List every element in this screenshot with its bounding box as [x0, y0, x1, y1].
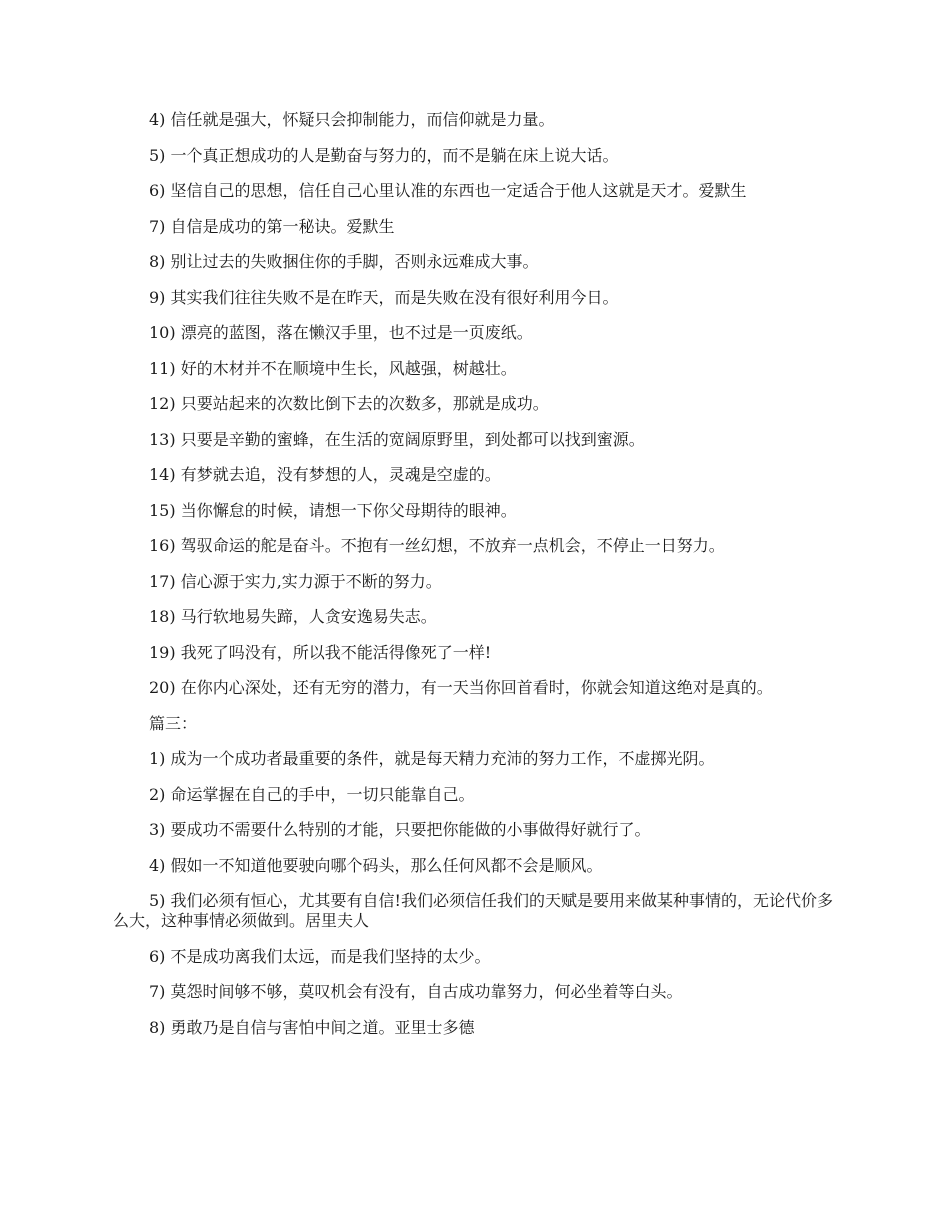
- paragraph: 16) 驾驭命运的舵是奋斗。不抱有一丝幻想，不放弃一点机会，不停止一日努力。: [149, 536, 725, 555]
- paragraph: 2) 命运掌握在自己的手中，一切只能靠自己。: [149, 784, 475, 804]
- paragraph: 5) 我们必须有恒心，尤其要有自信!我们必须信任我们的天赋是要用来做某种事情的，无论代价多么大，这种事情必须做到。居里夫人: [113, 891, 833, 930]
- paragraph: 7) 莫怨时间够不够，莫叹机会有没有，自古成功靠努力，何必坐着等白头。: [149, 982, 683, 1001]
- paragraph: 9) 其实我们往往失败不是在昨天，而是失败在没有很好利用今日。: [149, 287, 619, 307]
- paragraph: 8) 勇敢乃是自信与害怕中间之道。亚里士多德: [149, 1017, 475, 1037]
- paragraph: 8) 别让过去的失败捆住你的手脚，否则永远难成大事。: [149, 252, 539, 271]
- paragraph: 6) 坚信自己的思想，信任自己心里认准的东西也一定适合于他人这就是天才。爱默生: [149, 181, 747, 200]
- paragraph: 12) 只要站起来的次数比倒下去的次数多，那就是成功。: [149, 394, 549, 413]
- paragraph: 4) 假如一不知道他要驶向哪个码头，那么任何风都不会是顺风。: [149, 855, 603, 875]
- paragraph: 7) 自信是成功的第一秘诀。爱默生: [149, 216, 395, 236]
- paragraph: 4) 信任就是强大，怀疑只会抑制能力，而信仰就是力量。: [149, 110, 555, 129]
- section-heading: 篇三：: [149, 713, 198, 733]
- paragraph: 20) 在你内心深处，还有无穷的潜力，有一天当你回首看时，你就会知道这绝对是真的。: [149, 678, 773, 697]
- paragraph: 14) 有梦就去追，没有梦想的人，灵魂是空虚的。: [149, 465, 501, 484]
- paragraph: 1) 成为一个成功者最重要的条件，就是每天精力充沛的努力工作，不虚掷光阴。: [149, 749, 715, 768]
- paragraph: 3) 要成功不需要什么特别的才能，只要把你能做的小事做得好就行了。: [149, 820, 651, 839]
- paragraph: 17) 信心源于实力,实力源于不断的努力。: [149, 571, 442, 591]
- paragraph: 15) 当你懈怠的时候，请想一下你父母期待的眼神。: [149, 500, 517, 520]
- paragraph: 13) 只要是辛勤的蜜蜂，在生活的宽阔原野里，到处都可以找到蜜源。: [149, 429, 645, 449]
- paragraph: 11) 好的木材并不在顺境中生长，风越强，树越壮。: [149, 358, 517, 378]
- paragraph: 6) 不是成功离我们太远，而是我们坚持的太少。: [149, 946, 491, 966]
- paragraph: 19) 我死了吗没有，所以我不能活得像死了一样!: [149, 642, 492, 662]
- document-body: [113, 110, 838, 1053]
- paragraph: 10) 漂亮的蓝图，落在懒汉手里，也不过是一页废纸。: [149, 323, 533, 342]
- paragraph: 5) 一个真正想成功的人是勤奋与努力的，而不是躺在床上说大话。: [149, 145, 619, 165]
- paragraph: 18) 马行软地易失蹄，人贪安逸易失志。: [149, 607, 437, 626]
